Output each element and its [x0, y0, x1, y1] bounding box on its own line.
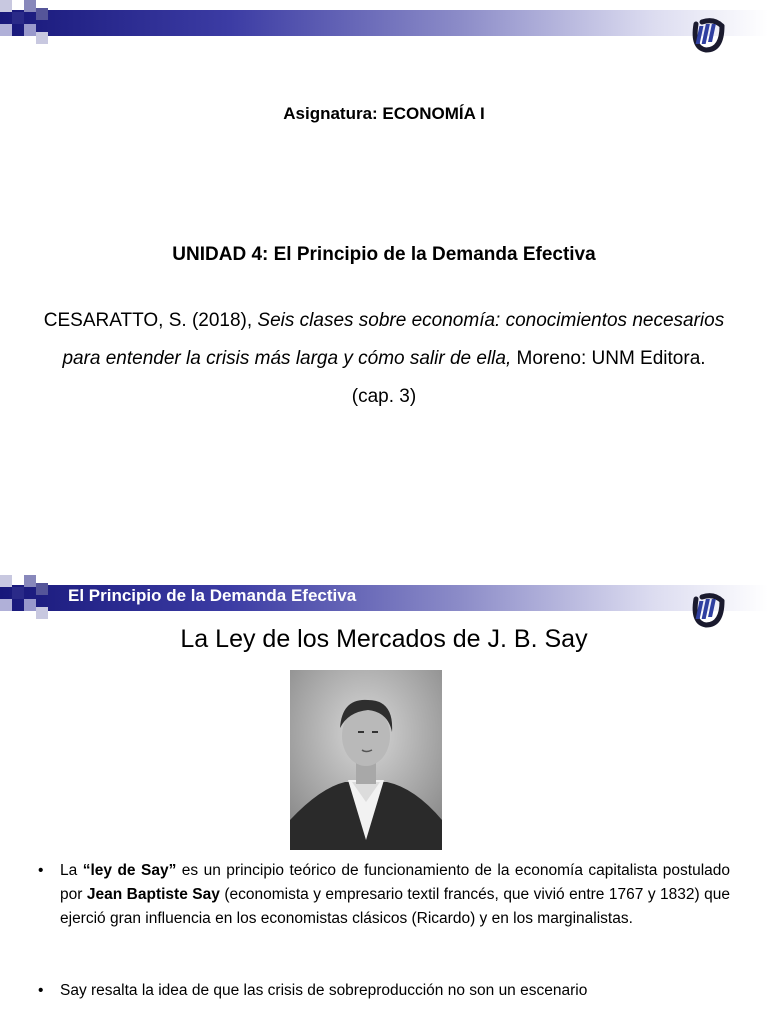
bullet-dot-icon: •: [38, 862, 44, 879]
header-bar: [0, 10, 768, 36]
bullet-bold-name: Jean Baptiste Say: [86, 886, 220, 903]
reference-book-title: Seis clases sobre economía: conocimientos necesarios para entender la crisis más larga y cómo salir de ella,: [62, 310, 725, 369]
bullet-text: es un principio teórico de funcionamiento de la economía capitalista postulado por: [60, 862, 731, 903]
reference-author: CESARATTO, S. (2018),: [43, 310, 258, 331]
unit-heading: UNIDAD 4: El Principio de la Demanda Efectiva: [172, 244, 596, 265]
bullet-item: [38, 979, 730, 1003]
slide-title: La Ley de los Mercados de J. B. Say: [180, 625, 588, 653]
bullet-text: La: [60, 862, 83, 879]
bullet-text: Say resalta la idea de que las crisis de sobreproducción no son un escenario: [60, 982, 588, 999]
subject-heading: Asignatura: ECONOMÍA I: [283, 104, 485, 123]
bullet-dot-icon: •: [38, 982, 44, 999]
reference-text: [40, 302, 728, 416]
university-logo-icon: [688, 14, 728, 58]
slide-2: [0, 575, 768, 1024]
bullet-list: [38, 859, 730, 1024]
bullet-text: (economista y empresario textil francés, que vivió entre 1767 y 1832) que ejerció gran influencia en los economistas clásicos (Ricardo) y en los marginalistas.: [60, 886, 730, 927]
bullet-item: [38, 859, 730, 931]
portrait-image: [290, 670, 442, 850]
bullet-bold-term: “ley de Say”: [82, 862, 177, 879]
reference-publisher: Moreno: UNM Editora. (cap. 3): [351, 348, 706, 407]
section-bar-title: El Principio de la Demanda Efectiva: [68, 586, 357, 605]
